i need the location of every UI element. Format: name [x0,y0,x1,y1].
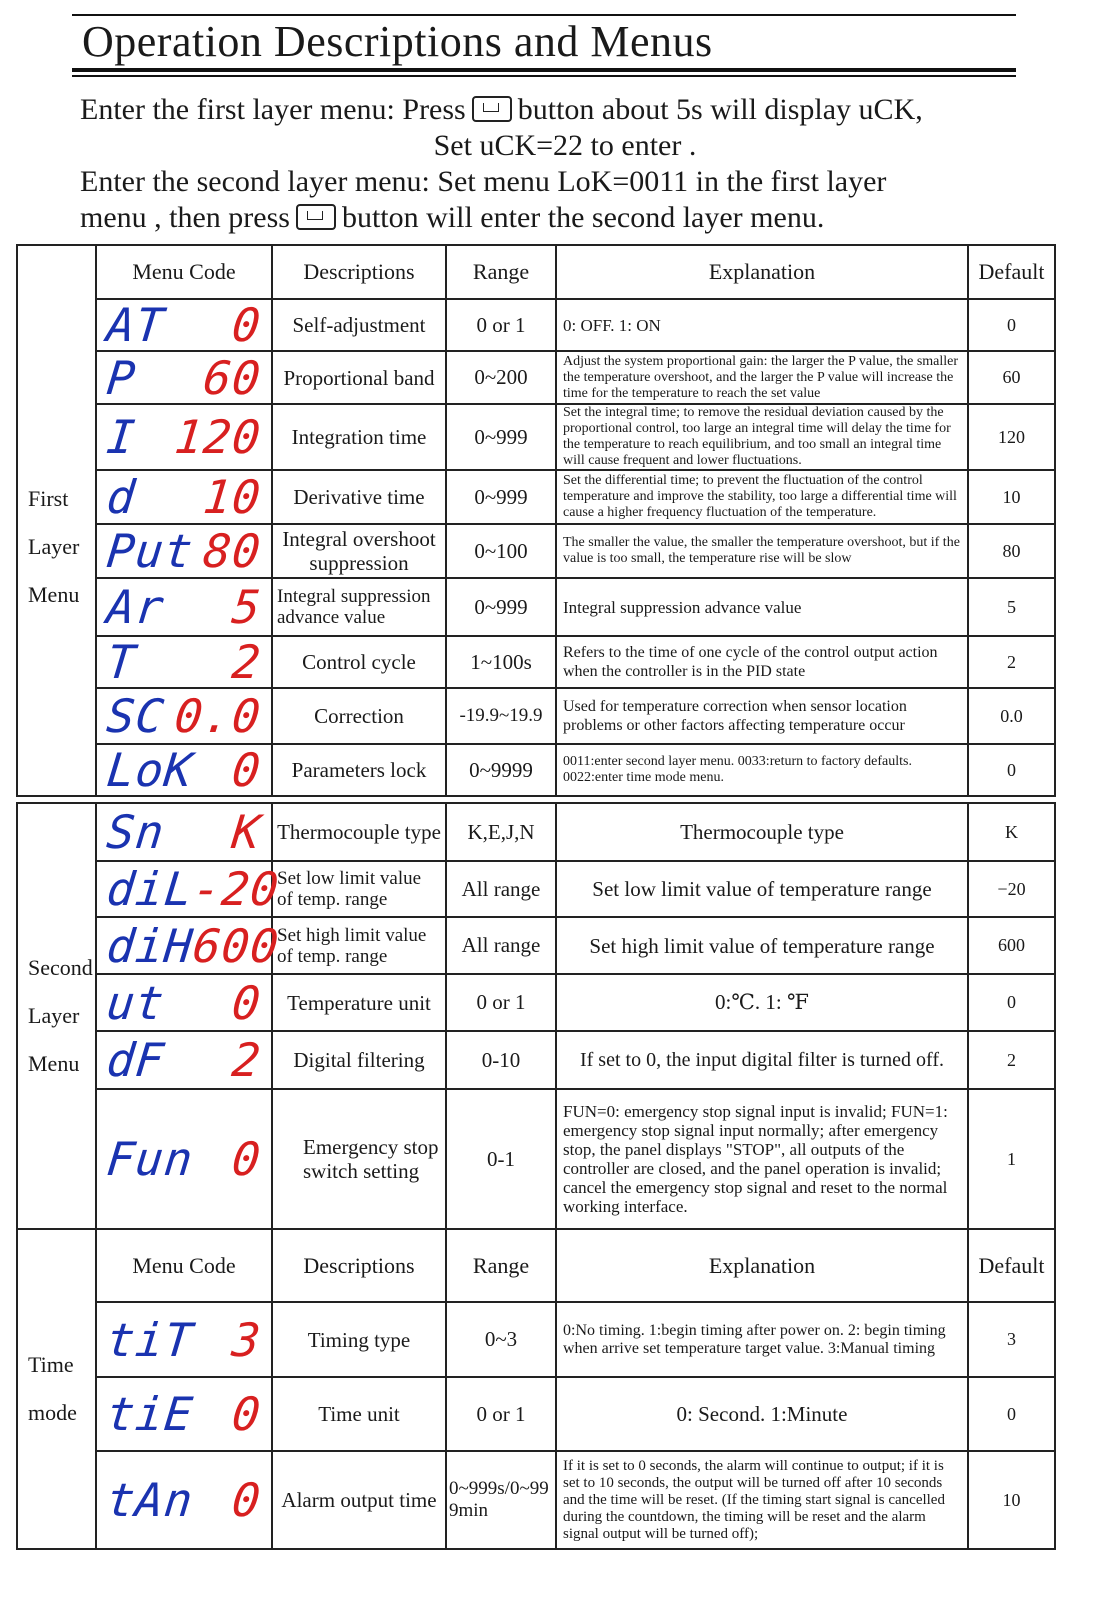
title-block [72,14,1016,77]
second-layer-table [16,802,1056,1550]
row-default: 1 [968,1089,1055,1229]
row-default: 60 [968,351,1055,404]
row-range: 0 or 1 [446,299,556,351]
menu-code: SC 0.0 [96,688,272,744]
table-row [17,524,1055,578]
row-description: Thermocouple type [272,803,446,861]
page-title: Operation Descriptions and Menus [82,17,713,66]
menu-code: ut 0 [96,974,272,1031]
row-default: 0 [968,299,1055,351]
menu-code: tiE 0 [96,1377,272,1451]
menu-code: LoK 0 [96,744,272,796]
row-explanation: 0:No timing. 1:begin timing after power on. 2: begin timing when arrive set temperature target value. 3:Manual timing [556,1302,968,1377]
table-row [17,974,1055,1031]
row-range: 0~9999 [446,744,556,796]
row-range: 0~100 [446,524,556,578]
menu-code: Fun 0 [96,1089,272,1229]
menu-code: tiT 3 [96,1302,272,1377]
time-header-row [17,1229,1055,1302]
row-range: -19.9~19.9 [446,688,556,744]
row-explanation: 0: OFF. 1: ON [556,299,968,351]
row-explanation: The smaller the value, the smaller the temperature overshoot, but if the value is too small, the temperature rise will be slow [556,524,968,578]
intro-line1b: button about 5s will display uCK, [517,93,923,126]
header-default: Default [968,1229,1055,1302]
header-explanation: Explanation [556,245,968,299]
row-description: Parameters lock [272,744,446,796]
row-explanation: Set the integral time; to remove the residual deviation caused by the proportional control, too large an integral time will delay the time for the temperature to reach equilibrium, and too small an integral time will cause frequent and lower fluctuations. [556,404,968,470]
row-range: 0~999 [446,470,556,524]
menu-code: dF 2 [96,1031,272,1089]
row-description: Emergency stop switch setting [272,1089,446,1229]
row-default: 80 [968,524,1055,578]
row-range: 0 or 1 [446,974,556,1031]
row-description: Control cycle [272,636,446,688]
table-row [17,404,1055,470]
second-layer-label: Second Layer Menu [17,803,96,1229]
row-explanation: 0:℃. 1: ℉ [556,974,968,1031]
header-descriptions: Descriptions [272,245,446,299]
row-default: 0 [968,744,1055,796]
table-row [17,688,1055,744]
table-row [17,1031,1055,1089]
row-default: 0.0 [968,688,1055,744]
row-description: Set high limit value of temp. range [272,917,446,974]
row-default: 3 [968,1302,1055,1377]
row-explanation: 0: Second. 1:Minute [556,1377,968,1451]
row-description: Integration time [272,404,446,470]
menu-code: tAn 0 [96,1451,272,1549]
row-explanation: Refers to the time of one cycle of the control output action when the controller is in the PID state [556,636,968,688]
row-description: Self-adjustment [272,299,446,351]
intro-line3: Enter the second layer menu: Set menu LoK=0011 in the first layer [80,165,887,198]
row-range: 0~200 [446,351,556,404]
row-range: 0 or 1 [446,1377,556,1451]
menu-code: Put 80 [96,524,272,578]
row-range: 1~100s [446,636,556,688]
row-range: All range [446,861,556,917]
header-range: Range [446,1229,556,1302]
menu-code: AT 0 [96,299,272,351]
header-explanation: Explanation [556,1229,968,1302]
table-row [17,1451,1055,1549]
row-description: Set low limit value of temp. range [272,861,446,917]
row-explanation: Set low limit value of temperature range [556,861,968,917]
menu-code: Sn K [96,803,272,861]
menu-code: P 60 [96,351,272,404]
set-button-icon [472,96,512,122]
row-default: 2 [968,1031,1055,1089]
menu-code: I 120 [96,404,272,470]
row-description: Digital filtering [272,1031,446,1089]
row-default: 5 [968,578,1055,636]
title-rule-bottom-2 [72,75,1016,77]
row-explanation: Set high limit value of temperature range [556,917,968,974]
intro-line4b: button will enter the second layer menu. [341,201,825,234]
row-range: K,E,J,N [446,803,556,861]
menu-code: T 2 [96,636,272,688]
group-blank [17,245,96,299]
row-explanation: Adjust the system proportional gain: the larger the P value, the smaller the temperature overshoot, and the larger the P value will increase the time for the temperature to reach the set value [556,351,968,404]
row-description: Temperature unit [272,974,446,1031]
row-description: Derivative time [272,470,446,524]
header-code: Menu Code [96,1229,272,1302]
row-explanation: FUN=0: emergency stop signal input is invalid; FUN=1: emergency stop signal input normally; after emergency stop, the panel displays "STOP", all outputs of the controller are closed, and the panel operation is invalid; cancel the emergency stop signal and reset to the normal working interface. [556,1089,968,1229]
table-row [17,803,1055,861]
row-description: Correction [272,688,446,744]
row-explanation: If set to 0, the input digital filter is turned off. [556,1031,968,1089]
row-default: 0 [968,1377,1055,1451]
table-row [17,917,1055,974]
row-default: 10 [968,1451,1055,1549]
row-range: 0~999 [446,404,556,470]
header-default: Default [968,245,1055,299]
menu-code: Ar 5 [96,578,272,636]
row-default: 0 [968,974,1055,1031]
row-range: 0-10 [446,1031,556,1089]
row-range: 0~999 [446,578,556,636]
row-description: Alarm output time [272,1451,446,1549]
row-explanation: 0011:enter second layer menu. 0033:return to factory defaults. 0022:enter time mode menu. [556,744,968,796]
row-description: Timing type [272,1302,446,1377]
row-default: 10 [968,470,1055,524]
table-row [17,636,1055,688]
table-row [17,470,1055,524]
intro-line1a: Enter the first layer menu: Press [80,93,466,126]
row-explanation: Thermocouple type [556,803,968,861]
row-range: 0-1 [446,1089,556,1229]
row-explanation: If it is set to 0 seconds, the alarm will continue to output; if it is set to 10 seconds, the output will be turned off after 10 seconds and the time will be reset. (If the timing start signal is cancelled during the countdown, the timing will be reset and the alarm signal output will be turned off); [556,1451,968,1549]
menu-code: d 10 [96,470,272,524]
intro-line2: Set uCK=22 to enter . [433,129,697,162]
table-row [17,861,1055,917]
menu-code: diH 600 [96,917,272,974]
row-description: Time unit [272,1377,446,1451]
set-button-icon-2 [296,204,336,230]
row-explanation: Integral suppression advance value [556,578,968,636]
row-default: 120 [968,404,1055,470]
header-range: Range [446,245,556,299]
row-description: Proportional band [272,351,446,404]
table-row [17,1302,1055,1377]
table-row [17,299,1055,351]
header-descriptions: Descriptions [272,1229,446,1302]
row-range: 0~3 [446,1302,556,1377]
first-layer-label: First Layer Menu [17,299,96,796]
table-row [17,1089,1055,1229]
row-default: −20 [968,861,1055,917]
row-description: Integral overshoot suppression [272,524,446,578]
table-row [17,1377,1055,1451]
row-default: 600 [968,917,1055,974]
row-range: All range [446,917,556,974]
table-row [17,578,1055,636]
row-default: 2 [968,636,1055,688]
row-explanation: Set the differential time; to prevent the fluctuation of the control temperature and improve the stability, too large a differential time will cause a higher frequency fluctuation of the temperature. [556,470,968,524]
header-code: Menu Code [96,245,272,299]
table-row [17,351,1055,404]
menu-code: diL -20 [96,861,272,917]
table-row [17,744,1055,796]
first-layer-table [16,244,1056,797]
time-mode-label: Time mode [17,1229,96,1549]
row-default: K [968,803,1055,861]
row-description: Integral suppression advance value [272,578,446,636]
row-range: 0~999s/0~999min [446,1451,556,1549]
header-row [17,245,1055,299]
intro-text [80,92,1080,236]
intro-line4a: menu , then press [80,201,290,234]
row-explanation: Used for temperature correction when sensor location problems or other factors affecting temperature occur [556,688,968,744]
